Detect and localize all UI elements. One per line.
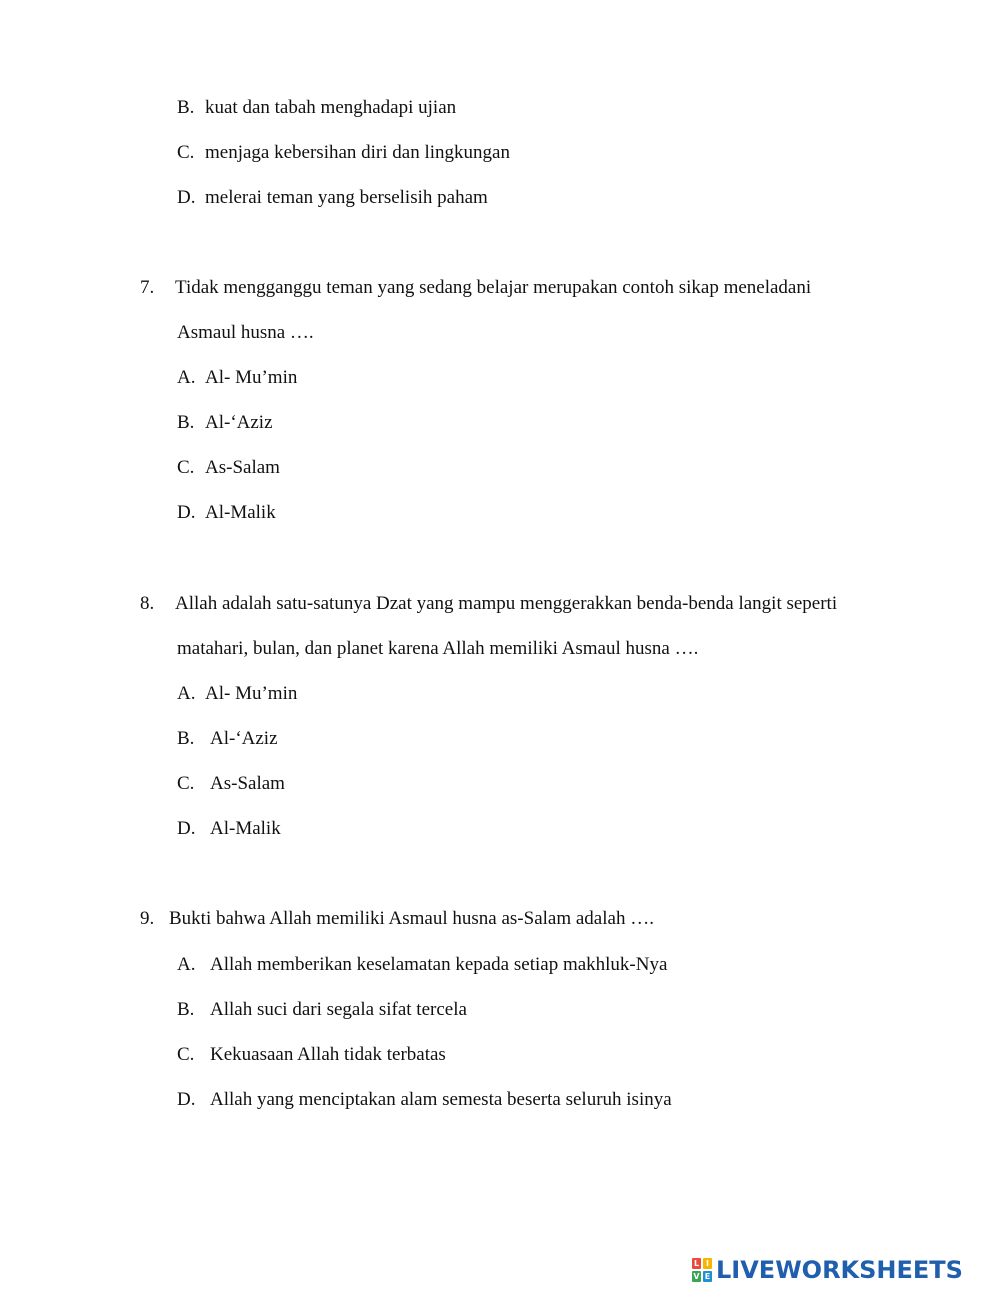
q9-option-d[interactable]: D. Allah yang menciptakan alam semesta beserta seluruh isinya <box>177 1089 672 1110</box>
q9-option-a[interactable]: A. Allah memberikan keselamatan kepada setiap makhluk-Nya <box>177 954 668 975</box>
question-8-line2: matahari, bulan, dan planet karena Allah memiliki Asmaul husna …. <box>177 638 699 659</box>
liveworksheets-logo <box>692 1257 963 1283</box>
question-text: Allah adalah satu-satunya Dzat yang mampu menggerakkan benda-benda langit seperti <box>175 593 838 614</box>
q8-option-c[interactable]: C. As-Salam <box>177 773 285 794</box>
q7-option-d[interactable]: D. Al-Malik <box>177 502 276 523</box>
q9-option-c[interactable]: C. Kekuasaan Allah tidak terbatas <box>177 1044 446 1065</box>
q9-option-b[interactable]: B. Allah suci dari segala sifat tercela <box>177 999 467 1020</box>
q6-option-c: C. menjaga kebersihan diri dan lingkungan <box>177 142 510 163</box>
logo-mark-icon <box>692 1258 712 1282</box>
question-text: Tidak mengganggu teman yang sedang belajar merupakan contoh sikap meneladani <box>175 277 812 298</box>
q8-option-b[interactable]: B. Al-‘Aziz <box>177 728 278 749</box>
q8-option-a[interactable]: A. Al- Mu’min <box>177 683 298 704</box>
question-number: 7. <box>140 277 155 298</box>
question-number: 8. <box>140 593 155 614</box>
logo-mark-l: L <box>693 1259 700 1268</box>
logo-mark-v: V <box>693 1272 700 1281</box>
q7-option-b[interactable]: B. Al-‘Aziz <box>177 412 273 433</box>
question-text: Bukti bahwa Allah memiliki Asmaul husna as-Salam adalah …. <box>169 908 654 929</box>
q7-option-a[interactable]: A. Al- Mu’min <box>177 367 298 388</box>
question-number: 9. <box>140 908 155 929</box>
q6-option-b: B. kuat dan tabah menghadapi ujian <box>177 97 457 118</box>
logo-text: LIVEWORKSHEETS <box>716 1256 963 1284</box>
logo-mark-i: I <box>703 1258 712 1269</box>
question-7-line2: Asmaul husna …. <box>177 322 314 343</box>
q7-option-c[interactable]: C. As-Salam <box>177 457 280 478</box>
q8-option-d[interactable]: D. Al-Malik <box>177 818 281 839</box>
logo-mark-e: E <box>704 1272 711 1281</box>
q6-option-d: D. melerai teman yang berselisih paham <box>177 187 488 208</box>
